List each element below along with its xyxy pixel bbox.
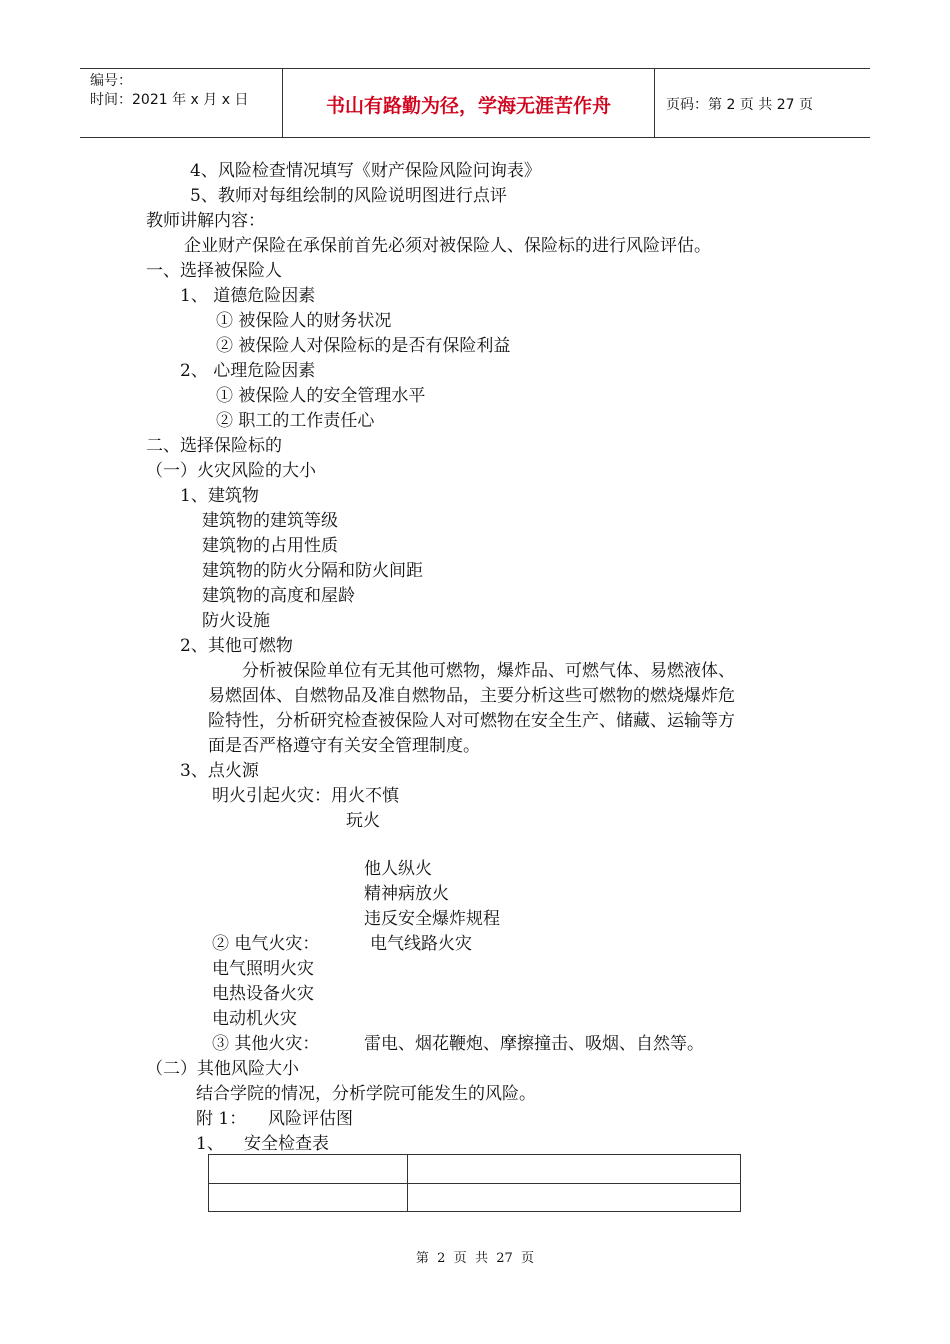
list-item: ① 被保险人的财务状况 — [216, 311, 392, 331]
table-column-divider — [407, 1155, 408, 1211]
list-item: ② 职工的工作责任心 — [216, 411, 375, 431]
list-item: 电热设备火灾 — [212, 984, 314, 1004]
paragraph-line: 险特性，分析研究检查被保险人对可燃物在安全生产、储藏、运输等方 — [208, 711, 735, 731]
section-heading: 二、选择保险标的 — [146, 436, 282, 456]
subsection-heading: （一）火灾风险的大小 — [146, 461, 316, 481]
body-line: 4、风险检查情况填写《财产保险风险问询表》 — [190, 161, 541, 181]
list-item: 建筑物的防火分隔和防火间距 — [202, 561, 423, 581]
list-item: 建筑物的建筑等级 — [202, 511, 338, 531]
body-line: 5、教师对每组绘制的风险说明图进行点评 — [190, 186, 507, 206]
paragraph-line: 易燃固体、自燃物品及准自燃物品，主要分析这些可燃物的燃烧爆炸危 — [208, 686, 735, 706]
list-item: 违反安全爆炸规程 — [364, 909, 500, 929]
header-number: 编号： — [90, 73, 132, 89]
list-item: 精神病放火 — [364, 884, 449, 904]
list-item: ① 被保险人的安全管理水平 — [216, 386, 426, 406]
subsection-heading: （二）其他风险大小 — [146, 1059, 299, 1079]
appendix-label: 附 1： — [196, 1109, 247, 1129]
list-item-label: ③ 其他火灾： — [212, 1034, 320, 1054]
header-motto: 书山有路勤为径，学海无涯苦作舟 — [325, 95, 611, 117]
table-number: 1、 — [196, 1134, 224, 1154]
appendix-title: 风险评估图 — [268, 1109, 353, 1129]
table-title: 安全检查表 — [244, 1134, 329, 1154]
safety-checklist-table — [208, 1154, 741, 1212]
subsection-heading: 2、其他可燃物 — [180, 636, 293, 656]
list-item: 电气照明火灾 — [212, 959, 314, 979]
subsection-heading: 1、 道德危险因素 — [180, 286, 316, 306]
table-row-divider — [209, 1183, 740, 1184]
body-line: 企业财产保险在承保前首先必须对被保险人、保险标的进行风险评估。 — [184, 236, 711, 256]
paragraph-line: 分析被保险单位有无其他可燃物，爆炸品、可燃气体、易燃液体、 — [242, 661, 735, 681]
footer-page-number: 第 2 页 共 27 页 — [415, 1251, 535, 1266]
page-header — [80, 68, 870, 138]
list-item: 电动机火灾 — [212, 1009, 297, 1029]
list-item: 明火引起火灾：用火不慎 — [212, 786, 399, 806]
list-item: 他人纵火 — [364, 859, 432, 879]
header-page-number: 页码：第 2 页 共 27 页 — [666, 97, 813, 113]
header-meta — [90, 72, 248, 110]
subsection-heading: 2、 心理危险因素 — [180, 361, 316, 381]
header-divider — [654, 69, 655, 137]
list-item: 雷电、烟花鞭炮、摩擦撞击、吸烟、自然等。 — [364, 1034, 704, 1054]
paragraph-line: 面是否严格遵守有关安全管理制度。 — [208, 736, 480, 756]
header-time: 时间：2021 年 x 月 x 日 — [90, 92, 249, 108]
list-item: ② 被保险人对保险标的是否有保险利益 — [216, 336, 511, 356]
subsection-heading: 1、建筑物 — [180, 486, 259, 506]
list-item: 防火设施 — [202, 611, 270, 631]
list-item-label: ② 电气火灾： — [212, 934, 320, 954]
page-footer — [0, 1247, 950, 1266]
list-item: 建筑物的高度和屋龄 — [202, 586, 355, 606]
section-heading: 一、选择被保险人 — [146, 261, 282, 281]
subsection-heading: 3、点火源 — [180, 761, 259, 781]
list-item: 玩火 — [346, 811, 380, 831]
body-line: 结合学院的情况，分析学院可能发生的风险。 — [196, 1084, 536, 1104]
section-label: 教师讲解内容： — [146, 211, 265, 231]
list-item: 建筑物的占用性质 — [202, 536, 338, 556]
list-item: 电气线路火灾 — [370, 934, 472, 954]
